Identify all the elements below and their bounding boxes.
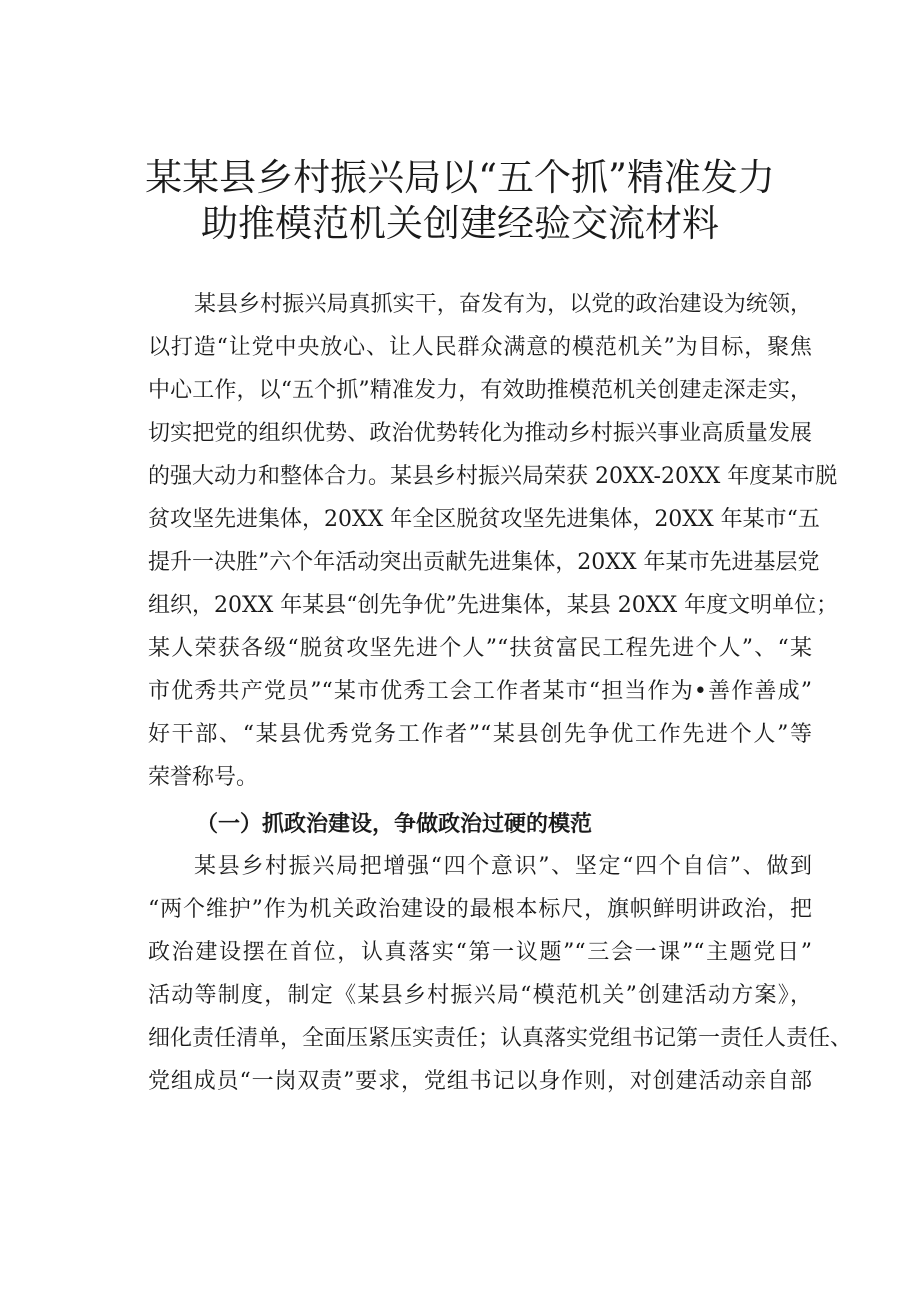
paragraph-1-line: 组织，20XX 年某县“创先争优”先进集体，某县 20XX 年度文明单位； xyxy=(148,593,839,618)
section-1-line: 细化责任清单，全面压紧压实责任；认真落实党组书记第一责任人责任、 xyxy=(148,1026,853,1051)
paragraph-1-line: 某人荣获各级“脱贫攻坚先进个人”“扶贫富民工程先进个人”、“某 xyxy=(148,636,812,661)
paragraph-1-line: 的强大动力和整体合力。某县乡村振兴局荣获 20XX-20XX 年度某市脱 xyxy=(148,464,838,489)
paragraph-1-line: 以打造“让党中央放心、让人民群众满意的模范机关”为目标，聚焦 xyxy=(148,335,812,360)
section-1-line: “两个维护”作为机关政治建设的最根本标尺，旗帜鲜明讲政治，把 xyxy=(148,897,812,922)
paragraph-1-line: 切实把党的组织优势、政治优势转化为推动乡村振兴事业高质量发展 xyxy=(148,421,812,446)
paragraph-1-line: 贫攻坚先进集体，20XX 年全区脱贫攻坚先进集体，20XX 年某市“五 xyxy=(148,507,820,532)
paragraph-1-line: 荣誉称号。 xyxy=(148,765,259,790)
section-1-heading: （一）抓政治建设，争做政治过硬的模范 xyxy=(196,811,593,837)
paragraph-1-line: 市优秀共产党员”“某市优秀工会工作者某市“担当作为•善作善成” xyxy=(148,679,812,704)
paragraph-1-line: 中心工作，以“五个抓”精准发力，有效助推模范机关创建走深走实， xyxy=(148,378,812,403)
section-1-line: 党组成员“一岗双责”要求，党组书记以身作则，对创建活动亲自部 xyxy=(148,1069,812,1094)
paragraph-1-line: 某县乡村振兴局真抓实干，奋发有为，以党的政治建设为统领， xyxy=(194,292,812,317)
paragraph-1-line: 提升一决胜”六个年活动突出贡献先进集体，20XX 年某市先进基层党 xyxy=(148,550,820,575)
document-title-line-2: 助推模范机关创建经验交流材料 xyxy=(201,202,719,245)
document-title-line-1: 某某县乡村振兴局以“五个抓”精准发力 xyxy=(145,156,775,199)
section-1-line: 某县乡村振兴局把增强“四个意识”、坚定“四个自信”、做到 xyxy=(194,854,812,879)
paragraph-1-line: 好干部、“某县优秀党务工作者”“某县创先争优工作先进个人”等 xyxy=(148,722,812,747)
section-1-line: 活动等制度，制定《某县乡村振兴局“模范机关”创建活动方案》， xyxy=(148,983,812,1008)
section-1-line: 政治建设摆在首位，认真落实“第一议题”“三会一课”“主题党日” xyxy=(148,940,812,965)
